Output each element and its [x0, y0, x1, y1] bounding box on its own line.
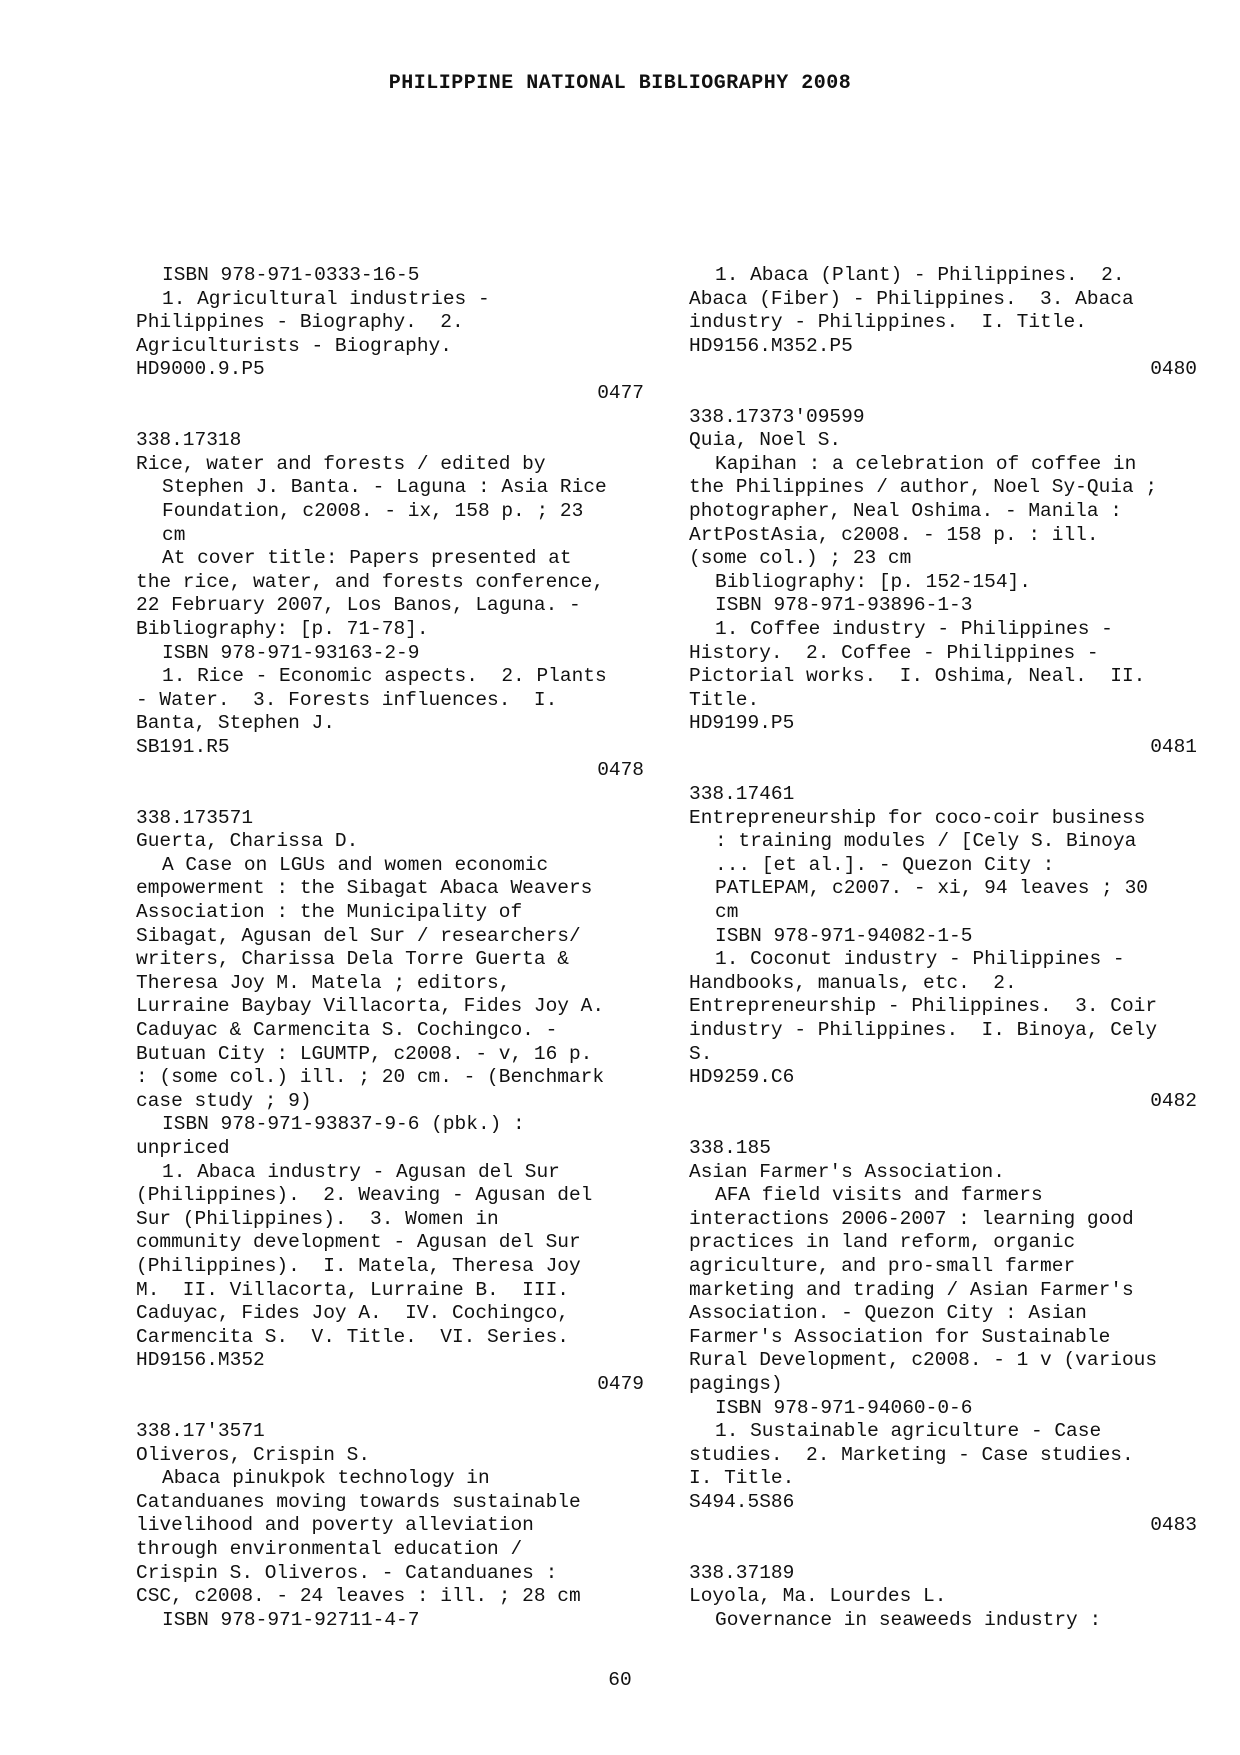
right-column — [689, 264, 1197, 1632]
text-line: interactions 2006-2007 : learning good — [689, 1207, 1134, 1230]
text-line: Governance in seaweeds industry : — [715, 1608, 1102, 1631]
text-line: Association : the Municipality of — [136, 901, 523, 924]
text-line: Lurraine Baybay Villacorta, Fides Joy A. — [136, 995, 605, 1018]
entry-number: 0478 — [597, 759, 644, 782]
text-line: 338.173571 — [136, 806, 254, 829]
text-line: Handbooks, manuals, etc. 2. — [689, 971, 1017, 994]
text-line: marketing and trading / Asian Farmer's — [689, 1278, 1134, 1301]
text-line: SB191.R5 — [136, 735, 230, 758]
text-line: 22 February 2007, Los Banos, Laguna. - — [136, 594, 581, 617]
text-line: I. Title. — [689, 1467, 795, 1490]
text-line: Abaca pinukpok technology in — [162, 1467, 490, 1490]
text-line: 338.37189 — [689, 1561, 795, 1584]
text-line: Crispin S. Oliveros. - Catanduanes : — [136, 1561, 558, 1584]
text-line: HD9000.9.P5 — [136, 358, 265, 381]
text-line: Rural Development, c2008. - 1 v (various — [689, 1349, 1158, 1372]
text-line: ISBN 978-971-93837-9-6 (pbk.) : — [162, 1113, 525, 1136]
text-line: Butuan City : LGUMTP, c2008. - v, 16 p. — [136, 1042, 593, 1065]
text-line: Pictorial works. I. Oshima, Neal. II. — [689, 665, 1146, 688]
text-line: Catanduanes moving towards sustainable — [136, 1490, 581, 1513]
text-line: Loyola, Ma. Lourdes L. — [689, 1585, 947, 1608]
entry-number: 0480 — [1150, 358, 1197, 381]
text-line: Stephen J. Banta. - Laguna : Asia Rice — [162, 476, 607, 499]
entry-number: 0482 — [1150, 1089, 1197, 1112]
text-line: pagings) — [689, 1372, 783, 1395]
text-line: (Philippines). I. Matela, Theresa Joy — [136, 1254, 581, 1277]
text-line: HD9156.M352.P5 — [689, 334, 853, 357]
text-line: (Philippines). 2. Weaving - Agusan del — [136, 1184, 593, 1207]
line-spacer — [689, 382, 1197, 406]
text-line: 1. Coffee industry - Philippines - — [715, 617, 1113, 640]
text-line: S494.5S86 — [689, 1490, 795, 1513]
text-line: Title. — [689, 688, 760, 711]
text-line: Philippines - Biography. 2. — [136, 311, 464, 334]
text-line: HD9259.C6 — [689, 1066, 795, 1089]
page-number: 60 — [608, 1669, 632, 1691]
text-line: ... [et al.]. - Quezon City : — [715, 853, 1055, 876]
entry-number: 0483 — [1150, 1514, 1197, 1537]
text-line: ISBN 978-971-93163-2-9 — [162, 641, 420, 664]
left-column — [136, 264, 644, 1632]
text-line: Carmencita S. V. Title. VI. Series. — [136, 1325, 569, 1348]
line-spacer — [689, 1113, 1197, 1137]
text-line: HD9199.P5 — [689, 712, 795, 735]
text-line: community development - Agusan del Sur — [136, 1231, 581, 1254]
text-line: Caduyac & Carmencita S. Cochingco. - — [136, 1019, 558, 1041]
text-line: ISBN 978-971-94082-1-5 — [715, 924, 973, 947]
text-line: Caduyac, Fides Joy A. IV. Cochingco, — [136, 1302, 569, 1325]
text-line: Asian Farmer's Association. — [689, 1160, 1005, 1183]
text-line: the rice, water, and forests conference, — [136, 570, 605, 593]
text-line: 1. Rice - Economic aspects. 2. Plants — [162, 665, 607, 688]
text-line: photographer, Neal Oshima. - Manila : — [689, 499, 1122, 522]
text-line: A Case on LGUs and women economic — [162, 853, 549, 876]
text-line: Entrepreneurship - Philippines. 3. Coir — [689, 995, 1158, 1018]
text-line: 338.17'3571 — [136, 1420, 265, 1443]
text-line: 1. Agricultural industries - — [162, 287, 490, 310]
text-line: practices in land reform, organic — [689, 1231, 1076, 1254]
text-line: through environmental education / — [136, 1538, 523, 1561]
text-line: ArtPostAsia, c2008. - 158 p. : ill. — [689, 523, 1099, 546]
text-line: ISBN 978-971-0333-16-5 — [162, 264, 420, 286]
text-line: History. 2. Coffee - Philippines - — [689, 641, 1099, 664]
line-spacer — [689, 1538, 1197, 1562]
text-line: 1. Abaca industry - Agusan del Sur — [162, 1160, 560, 1183]
text-line: industry - Philippines. I. Title. — [689, 311, 1087, 334]
text-line: PATLEPAM, c2007. - xi, 94 leaves ; 30 — [715, 877, 1148, 900]
text-line: the Philippines / author, Noel Sy-Quia ; — [689, 476, 1158, 499]
text-line: ISBN 978-971-94060-0-6 — [715, 1396, 973, 1419]
text-line: Quia, Noel S. — [689, 429, 842, 452]
text-line: 338.17461 — [689, 783, 795, 806]
entry-number: 0477 — [597, 381, 644, 404]
text-line: HD9156.M352 — [136, 1349, 265, 1372]
text-line: cm — [162, 523, 186, 546]
text-line: writers, Charissa Dela Torre Guerta & — [136, 948, 569, 971]
text-line: : (some col.) ill. ; 20 cm. - (Benchmark — [136, 1066, 605, 1089]
text-line: 1. Coconut industry - Philippines - — [715, 948, 1125, 971]
text-line: 1. Abaca (Plant) - Philippines. 2. — [715, 264, 1125, 286]
text-line: M. II. Villacorta, Lurraine B. III. — [136, 1278, 569, 1301]
text-line: CSC, c2008. - 24 leaves : ill. ; 28 cm — [136, 1585, 581, 1608]
text-line: - Water. 3. Forests influences. I. — [136, 688, 558, 711]
text-line: Oliveros, Crispin S. — [136, 1443, 371, 1466]
text-line: At cover title: Papers presented at — [162, 547, 572, 570]
text-line: Association. - Quezon City : Asian — [689, 1302, 1087, 1325]
text-line: Abaca (Fiber) - Philippines. 3. Abaca — [689, 287, 1134, 310]
text-line: industry - Philippines. I. Binoya, Cely — [689, 1019, 1158, 1041]
text-line: Theresa Joy M. Matela ; editors, — [136, 971, 511, 994]
text-line: Kapihan : a celebration of coffee in — [715, 452, 1137, 475]
text-line: (some col.) ; 23 cm — [689, 547, 912, 570]
text-line: Rice, water and forests / edited by — [136, 452, 546, 475]
text-line: case study ; 9) — [136, 1089, 312, 1112]
text-line: studies. 2. Marketing - Case studies. — [689, 1443, 1134, 1466]
text-line: 338.185 — [689, 1136, 771, 1159]
text-line: livelihood and poverty alleviation — [136, 1514, 534, 1537]
text-line: ISBN 978-971-93896-1-3 — [715, 594, 973, 617]
text-line: Foundation, c2008. - ix, 158 p. ; 23 — [162, 499, 584, 522]
line-spacer — [136, 406, 644, 430]
text-line: Bibliography: [p. 152-154]. — [715, 570, 1031, 593]
text-line: cm — [715, 901, 739, 924]
text-line: AFA field visits and farmers — [715, 1184, 1043, 1207]
line-spacer — [136, 783, 644, 807]
text-line: empowerment : the Sibagat Abaca Weavers — [136, 877, 593, 900]
entry-number: 0481 — [1150, 735, 1197, 758]
text-line: agriculture, and pro-small farmer — [689, 1254, 1076, 1277]
text-line: S. — [689, 1042, 713, 1065]
text-line: Sibagat, Agusan del Sur / researchers/ — [136, 924, 581, 947]
text-line: 338.17318 — [136, 429, 242, 452]
text-line: ISBN 978-971-92711-4-7 — [162, 1608, 420, 1631]
text-line: Agriculturists - Biography. — [136, 334, 452, 357]
text-line: Entrepreneurship for coco-coir business — [689, 806, 1146, 829]
text-line: Guerta, Charissa D. — [136, 830, 359, 853]
text-line: : training modules / [Cely S. Binoya — [715, 830, 1137, 853]
page-header: PHILIPPINE NATIONAL BIBLIOGRAPHY 2008 — [388, 72, 852, 95]
text-line: Sur (Philippines). 3. Women in — [136, 1207, 499, 1230]
text-line: Farmer's Association for Sustainable — [689, 1325, 1111, 1348]
text-line: 1. Sustainable agriculture - Case — [715, 1420, 1102, 1443]
line-spacer — [136, 1397, 644, 1421]
line-spacer — [689, 759, 1197, 783]
entry-number: 0479 — [597, 1372, 644, 1395]
text-line: 338.17373'09599 — [689, 405, 865, 428]
text-line: Bibliography: [p. 71-78]. — [136, 617, 429, 640]
text-line: unpriced — [136, 1136, 230, 1159]
text-line: Banta, Stephen J. — [136, 712, 335, 735]
